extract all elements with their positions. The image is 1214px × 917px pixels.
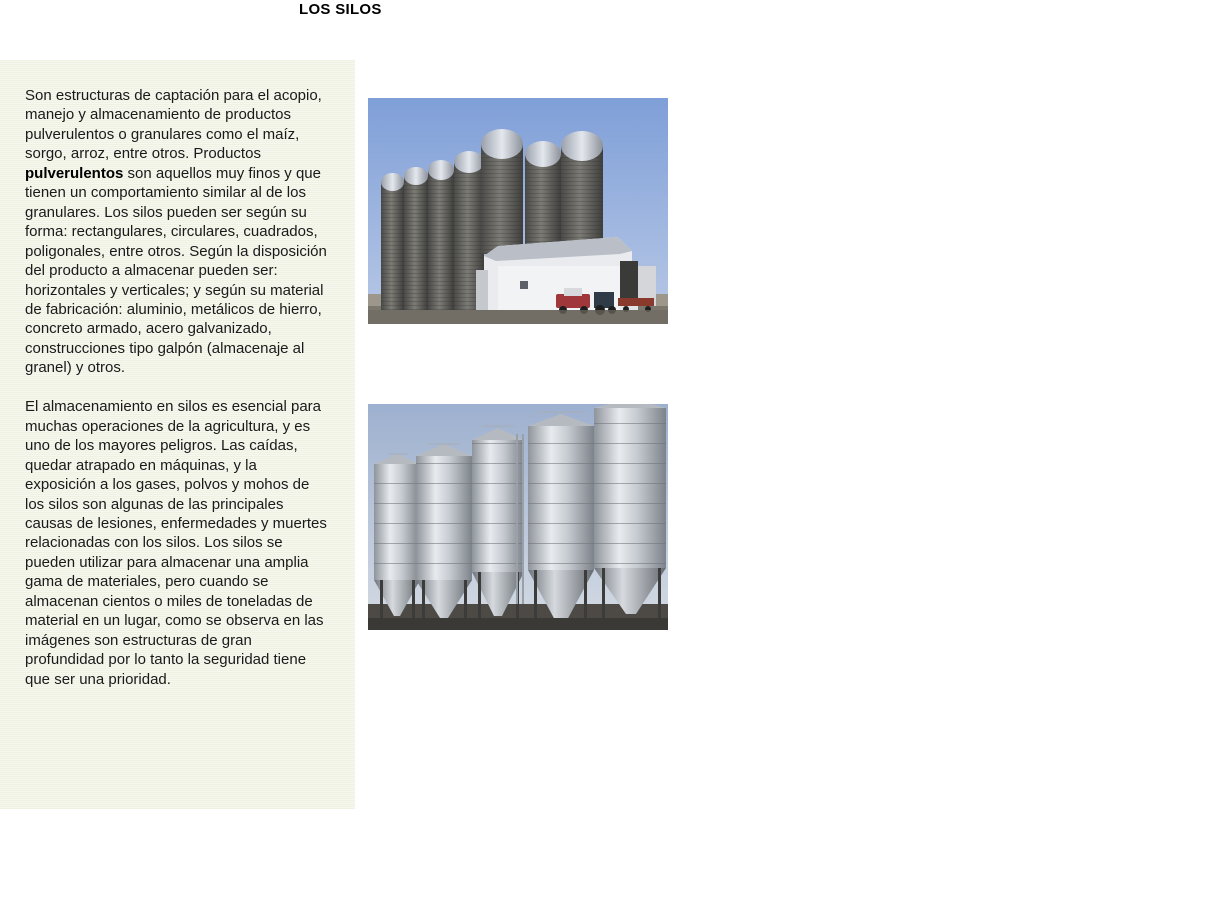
concrete-silos-photo — [368, 98, 668, 324]
paragraph-1-start: Son estructuras de captación para el acopio, manejo y almacenamiento de productos pulverulentos o granulares como el maíz, sorgo, arroz, entre otros. Productos — [25, 87, 322, 163]
text-body — [25, 86, 331, 689]
paragraph-2: El almacenamiento en silos es esencial para muchas operaciones de la agricultura, y es uno de los mayores peligros. Las caídas, quedar atrapado en máquinas, y la exposición a los gases, polvos y mohos de los silos son algunas de las principales causas de lesiones, enfermedades y muertes relacionadas con los silos. Los silos se pueden utilizar para almacenar una amplia gama de materiales, pero cuando se almacenan cientos o miles de toneladas de material en un lugar, como se observa en las imágenes son estructuras de gran profundidad por lo tanto la seguridad tiene que ser una prioridad. — [25, 398, 327, 688]
paragraph-1-end: son aquellos muy finos y que tienen un comportamiento similar al de los granulares. Los silos pueden ser según su forma: rectangulares, circulares, cuadrados, poligonales, entre otros. Según la disposición del producto a almacenar pueden ser: horizontales y verticales; y según su material de fabricación: aluminio, metálicos de hierro, concreto armado, acero galvanizado, construcciones tipo galpón (almacenaje al granel) y otros. — [25, 164, 327, 377]
steel-silos-photo — [368, 404, 668, 630]
bold-term: pulverulentos — [25, 164, 124, 182]
page-title: LOS SILOS — [299, 1, 382, 18]
paragraph-1 — [25, 86, 331, 378]
text-panel — [0, 60, 355, 809]
